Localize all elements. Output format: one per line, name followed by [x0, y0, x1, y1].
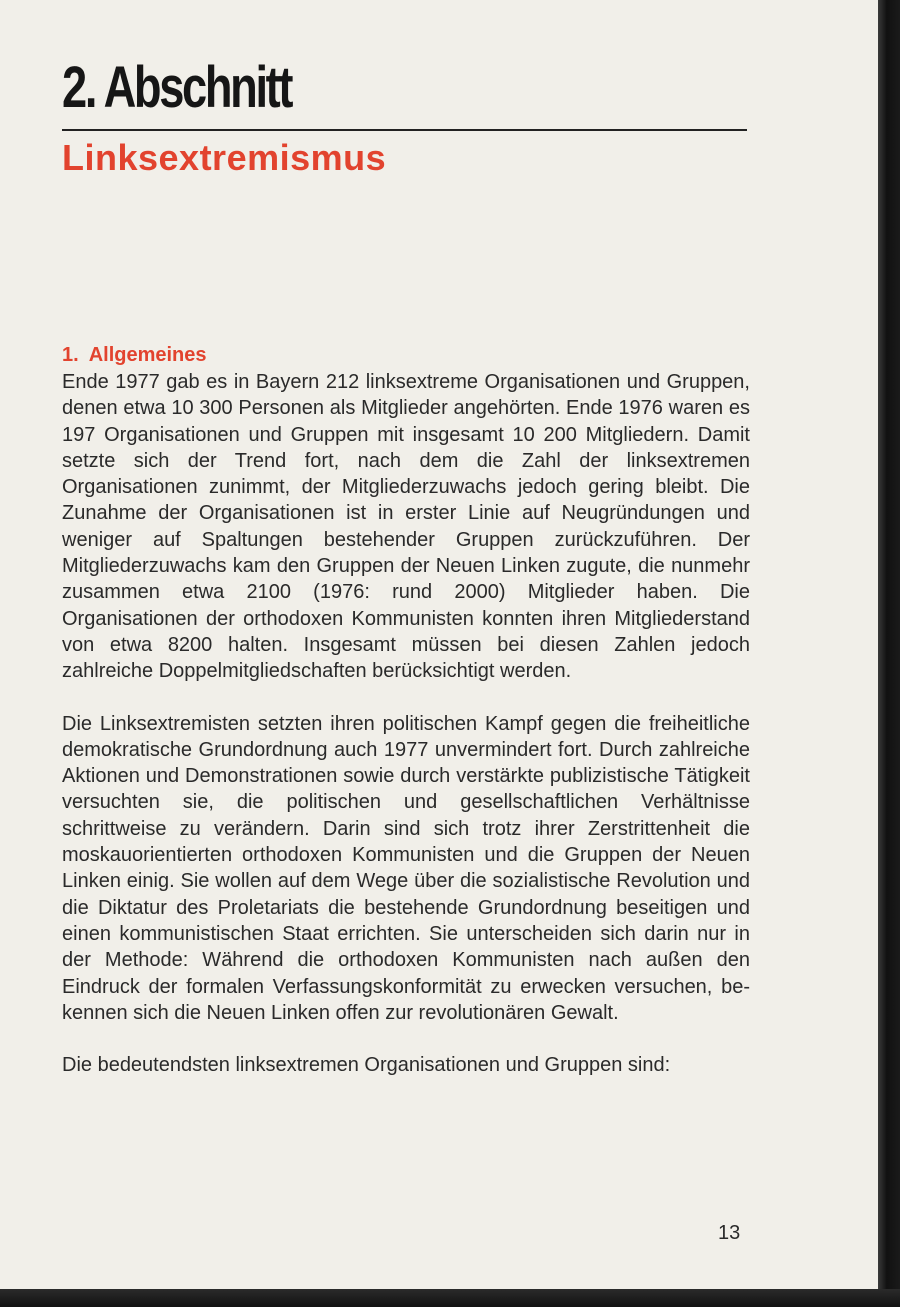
paragraph: Ende 1977 gab es in Bayern 212 linksextreme Organisationen und Gruppen, denen etwa 10 300 Personen als Mitglieder angehörten. Ende 1976 waren es 197 Organisationen und Gruppen mit insgesamt 10 200 Mitgliedern. Damit setzte sich der Trend fort, nach dem die Zahl der linksextremen Organisationen zunimmt, der Mitgliederzuwachs jedoch gering bleibt. Die Zunahme der Organisationen ist in erster Linie auf Neugründungen und weniger auf Spaltungen bestehender Gruppen zurückzuführen. Der Mitgliederzuwachs kam den Gruppen der Neuen Linken zugute, die nunmehr zusammen etwa 2100 (1976: rund 2000) Mitglieder haben. Die Organisationen der orthodoxen Kommunisten konnten ihren Mitgliederstand von etwa 8200 halten. Insgesamt müssen bei diesen Zahlen jedoch zahlreiche Doppelmitgliedschaften berücksichtigt werden.	[62, 371, 750, 683]
book-spine-shadow	[878, 0, 900, 1307]
heading-rule	[62, 129, 747, 131]
section-number: 1.	[62, 344, 79, 366]
chapter-heading: 2. Abschnitt	[62, 55, 292, 120]
chapter-subtitle: Linksextremismus	[62, 137, 387, 178]
page-bottom-edge	[0, 1289, 900, 1307]
page-number: 13	[718, 1222, 741, 1244]
body-text	[62, 369, 750, 1104]
section-heading	[62, 342, 207, 368]
section-title: Allgemeines	[88, 344, 207, 366]
paragraph: Die bedeutendsten linksextremen Organisationen und Gruppen sind:	[62, 1054, 671, 1077]
paragraph: Die Linksextremisten setzten ihren politischen Kampf gegen die freiheitliche demokratische Grundordnung auch 1977 unvermindert fort. Durch zahlreiche Aktionen und Demonstrationen sowie durch verstärkte publizistische Tätigkeit versuchten sie, die politischen und gesellschaftlichen Verhältnisse schrittweise zu verändern. Darin sind sich trotz ihrer Zerstrittenheit die moskauorientierten orthodoxen Kommunisten und die Gruppen der Neuen Linken einig. Sie wollen auf dem Wege über die sozialistische Revolution und die Diktatur des Proletariats die bestehende Grundordnung beseitigen und einen kommunistischen Staat errichten. Sie unterscheiden sich darin nur in der Methode: Während die orthodoxen Kommunisten nach außen den Eindruck der formalen Verfassungskonformität zu erwecken versuchen, bekennen sich die Neuen Linken offen zur revolutionären Gewalt.	[62, 712, 750, 1024]
